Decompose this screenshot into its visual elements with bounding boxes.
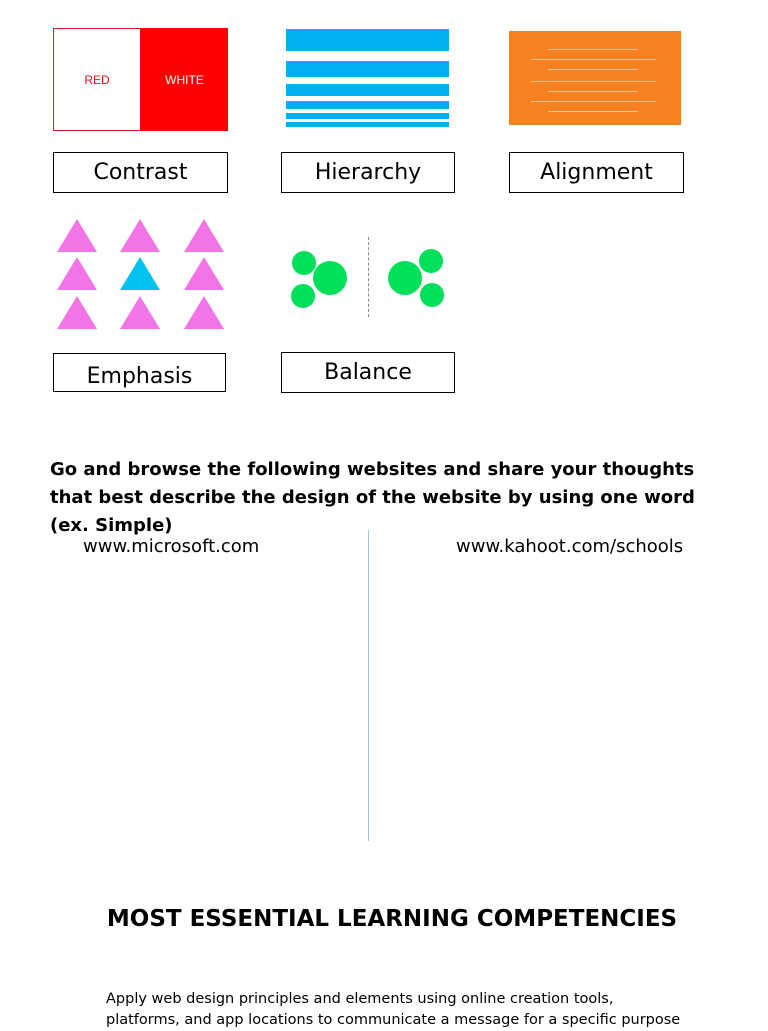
alignment-line [531, 59, 656, 60]
triangle-shape [184, 296, 224, 329]
instructions-text: Go and browse the following websites and share your thoughts that best describe the design of the website by using one word (ex. Simple) [50, 459, 695, 536]
triangle-shape [57, 219, 97, 252]
alignment-label: Alignment [509, 152, 684, 193]
triangle-shape [57, 296, 97, 329]
balance-dot [292, 251, 316, 275]
hierarchy-bar [286, 61, 449, 77]
alignment-line [548, 49, 638, 50]
hierarchy-bar [286, 122, 449, 127]
alignment-line [548, 69, 638, 70]
hierarchy-bar [286, 29, 449, 51]
emphasized-triangle-shape [120, 257, 160, 290]
contrast-illustration [53, 28, 228, 131]
balance-dot [419, 249, 443, 273]
hierarchy-illustration [286, 29, 449, 127]
alignment-line [531, 81, 656, 82]
balance-dot [420, 283, 444, 307]
hierarchy-label: Hierarchy [281, 152, 455, 193]
triangle-shape [120, 296, 160, 329]
emphasis-label: Emphasis [53, 353, 226, 392]
website-kahoot: www.kahoot.com/schools [456, 536, 684, 557]
triangle-shape [57, 257, 97, 290]
column-divider [368, 530, 369, 841]
triangle-shape [184, 219, 224, 252]
hierarchy-bar [286, 101, 449, 109]
hierarchy-bar [286, 113, 449, 119]
hierarchy-bar [286, 84, 449, 96]
balance-dot [388, 261, 422, 295]
alignment-line [548, 91, 638, 92]
competencies-title: MOST ESSENTIAL LEARNING COMPETENCIES [106, 906, 678, 932]
alignment-line [531, 101, 656, 102]
competencies-text: Apply web design principles and elements using online creation tools, platforms, and app locations to communicate a message for a specific purpose [106, 991, 681, 1028]
alignment-illustration [509, 31, 681, 125]
contrast-white-text: WHITE [141, 28, 228, 131]
balance-divider [368, 237, 369, 317]
triangle-shape [120, 219, 160, 252]
balance-label: Balance [281, 352, 455, 393]
alignment-line [548, 111, 638, 112]
balance-dot [291, 284, 315, 308]
website-microsoft: www.microsoft.com [83, 536, 260, 557]
balance-dot [313, 261, 347, 295]
contrast-red-text: RED [53, 28, 141, 131]
triangle-shape [184, 257, 224, 290]
contrast-label: Contrast [53, 152, 228, 193]
